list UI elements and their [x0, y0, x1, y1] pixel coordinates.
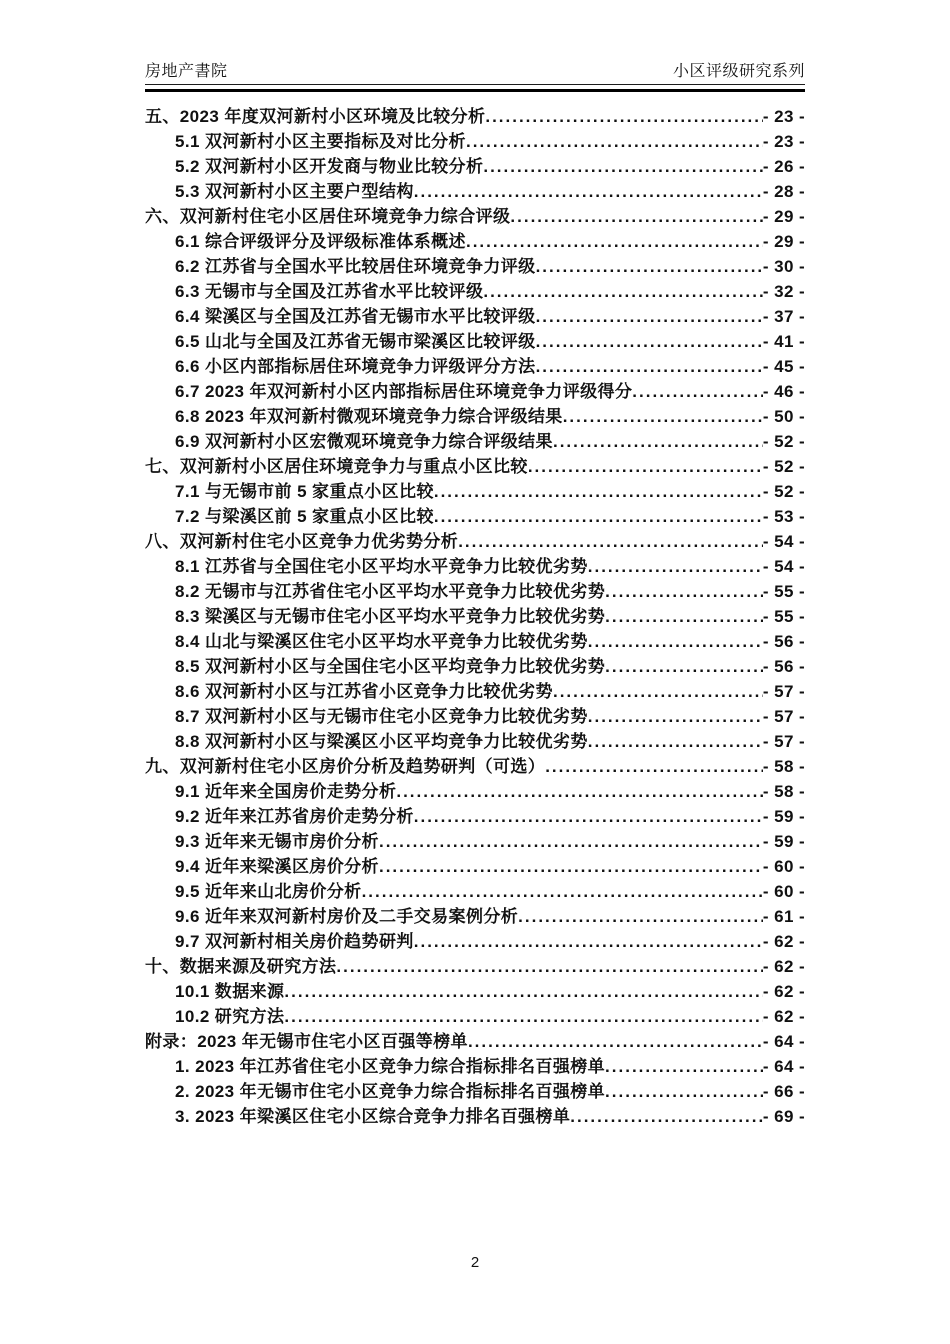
dot-leader — [605, 579, 763, 604]
toc-entry-label: 2. 2023 年无锡市住宅小区竞争力综合指标排名百强榜单 — [175, 1082, 606, 1101]
toc-entry-page-number: - 32 - — [762, 282, 805, 301]
toc-entry — [145, 254, 805, 279]
toc-entry-label: 8.8 双河新村小区与梁溪区小区平均竞争力比较优劣势 — [175, 732, 588, 751]
toc-entry-label: 1. 2023 年江苏省住宅小区竞争力综合指标排名百强榜单 — [175, 1057, 606, 1076]
toc-entry-page-number: - 37 - — [762, 307, 805, 326]
dot-leader — [483, 279, 763, 304]
dot-leader — [414, 804, 763, 829]
dot-leader — [605, 1054, 763, 1079]
toc-entry — [145, 1029, 805, 1054]
toc-entry-page-number: - 61 - — [762, 907, 805, 926]
dot-leader — [379, 829, 763, 854]
toc-entry — [145, 554, 805, 579]
toc-entry-label: 8.1 江苏省与全国住宅小区平均水平竞争力比较优劣势 — [175, 557, 588, 576]
toc-entry — [145, 729, 805, 754]
toc-entry — [145, 229, 805, 254]
toc-entry-label: 6.5 山北与全国及江苏省无锡市梁溪区比较评级 — [175, 332, 536, 351]
toc-entry — [145, 204, 805, 229]
toc-entry-page-number: - 54 - — [762, 557, 805, 576]
toc-entry-page-number: - 59 - — [762, 807, 805, 826]
dot-leader — [510, 204, 763, 229]
toc-entry-page-number: - 59 - — [762, 832, 805, 851]
toc-entry-page-number: - 56 - — [762, 657, 805, 676]
toc-entry-label: 5.2 双河新村小区开发商与物业比较分析 — [175, 157, 484, 176]
dot-leader — [588, 729, 763, 754]
toc-entry-page-number: - 62 - — [762, 932, 805, 951]
toc-entry — [145, 104, 805, 129]
toc-entry-page-number: - 60 - — [762, 882, 805, 901]
toc-entry-label: 9.7 双河新村相关房价趋势研判 — [175, 932, 414, 951]
toc-entry-page-number: - 57 - — [762, 707, 805, 726]
toc-entry — [145, 1004, 805, 1029]
toc-entry-page-number: - 45 - — [762, 357, 805, 376]
toc-entry-label: 6.6 小区内部指标居住环境竞争力评级评分方法 — [175, 357, 536, 376]
toc-entry-page-number: - 55 - — [762, 607, 805, 626]
toc-entry-page-number: - 60 - — [762, 857, 805, 876]
dot-leader — [553, 429, 763, 454]
toc-entry-page-number: - 55 - — [762, 582, 805, 601]
toc-entry-page-number: - 64 - — [762, 1032, 805, 1051]
dot-leader — [483, 154, 763, 179]
toc-entry-page-number: - 50 - — [762, 407, 805, 426]
dot-leader — [588, 554, 763, 579]
toc-entry-label: 五、2023 年度双河新村小区环境及比较分析 — [145, 107, 486, 126]
toc-entry-label: 5.1 双河新村小区主要指标及对比分析 — [175, 132, 466, 151]
dot-leader — [536, 329, 763, 354]
dot-leader — [536, 254, 763, 279]
toc-entry-page-number: - 56 - — [762, 632, 805, 651]
toc-entry-page-number: - 52 - — [762, 457, 805, 476]
dot-leader — [434, 479, 763, 504]
toc-entry-label: 6.4 梁溪区与全国及江苏省无锡市水平比较评级 — [175, 307, 536, 326]
toc-entry — [145, 929, 805, 954]
dot-leader — [553, 679, 763, 704]
dot-leader — [485, 104, 763, 129]
dot-leader — [605, 654, 763, 679]
toc-entry-label: 7.2 与梁溪区前 5 家重点小区比较 — [175, 507, 434, 526]
toc-entry — [145, 1054, 805, 1079]
toc-entry-label: 7.1 与无锡市前 5 家重点小区比较 — [175, 482, 434, 501]
toc-entry — [145, 1079, 805, 1104]
toc-entry — [145, 429, 805, 454]
toc-entry-label: 8.2 无锡市与江苏省住宅小区平均水平竞争力比较优劣势 — [175, 582, 606, 601]
toc-entry-label: 8.7 双河新村小区与无锡市住宅小区竞争力比较优劣势 — [175, 707, 588, 726]
toc-entry-label: 十、数据来源及研究方法 — [145, 957, 337, 976]
toc-entry-page-number: - 53 - — [762, 507, 805, 526]
toc-entry-page-number: - 52 - — [762, 432, 805, 451]
toc-entry — [145, 879, 805, 904]
toc-entry-label: 八、双河新村住宅小区竞争力优劣势分析 — [145, 532, 459, 551]
dot-leader — [466, 229, 763, 254]
toc-entry-label: 9.4 近年来梁溪区房价分析 — [175, 857, 379, 876]
toc-entry-label: 8.6 双河新村小区与江苏省小区竞争力比较优劣势 — [175, 682, 553, 701]
dot-leader — [563, 404, 763, 429]
toc-entry-label: 5.3 双河新村小区主要户型结构 — [175, 182, 414, 201]
toc-entry-label: 六、双河新村住宅小区居住环境竞争力综合评级 — [145, 207, 511, 226]
toc-entry-label: 8.5 双河新村小区与全国住宅小区平均竞争力比较优劣势 — [175, 657, 606, 676]
dot-leader — [336, 954, 763, 979]
toc-entry — [145, 279, 805, 304]
toc-entry — [145, 129, 805, 154]
toc-entry-page-number: - 66 - — [762, 1082, 805, 1101]
toc-entry — [145, 329, 805, 354]
dot-leader — [528, 454, 763, 479]
toc-entry-label: 6.9 双河新村小区宏微观环境竞争力综合评级结果 — [175, 432, 553, 451]
toc-entry-page-number: - 23 - — [762, 132, 805, 151]
dot-leader — [362, 879, 763, 904]
toc-entry — [145, 354, 805, 379]
toc-entry — [145, 479, 805, 504]
toc-entry — [145, 579, 805, 604]
dot-leader — [458, 529, 763, 554]
dot-leader — [545, 754, 763, 779]
toc-entry — [145, 829, 805, 854]
dot-leader — [632, 379, 763, 404]
toc-entry-page-number: - 62 - — [762, 982, 805, 1001]
toc-entry — [145, 629, 805, 654]
toc-entry — [145, 979, 805, 1004]
toc-entry-page-number: - 58 - — [762, 782, 805, 801]
toc-entry-label: 8.3 梁溪区与无锡市住宅小区平均水平竞争力比较优劣势 — [175, 607, 606, 626]
toc-entry-label: 10.1 数据来源 — [175, 982, 285, 1001]
toc-entry-page-number: - 52 - — [762, 482, 805, 501]
toc-entry-page-number: - 41 - — [762, 332, 805, 351]
toc-entry-label: 6.2 江苏省与全国水平比较居住环境竞争力评级 — [175, 257, 536, 276]
toc-entry — [145, 679, 805, 704]
toc-entry — [145, 654, 805, 679]
toc-entry-label: 9.2 近年来江苏省房价走势分析 — [175, 807, 414, 826]
toc-entry — [145, 1104, 805, 1129]
toc-entry-label: 6.3 无锡市与全国及江苏省水平比较评级 — [175, 282, 484, 301]
toc-entry — [145, 404, 805, 429]
toc-entry — [145, 854, 805, 879]
dot-leader — [536, 354, 763, 379]
toc-entry-page-number: - 57 - — [762, 682, 805, 701]
toc-entry — [145, 529, 805, 554]
header-right-title: 小区评级研究系列 — [672, 63, 805, 80]
toc-entry-page-number: - 62 - — [762, 957, 805, 976]
dot-leader — [379, 854, 763, 879]
toc-entry — [145, 504, 805, 529]
dot-leader — [468, 1029, 763, 1054]
dot-leader — [284, 979, 763, 1004]
toc-entry — [145, 604, 805, 629]
dot-leader — [605, 604, 763, 629]
dot-leader — [414, 179, 763, 204]
toc-entry-page-number: - 64 - — [762, 1057, 805, 1076]
dot-leader — [396, 779, 763, 804]
toc-entry — [145, 779, 805, 804]
dot-leader — [518, 904, 763, 929]
toc-entry — [145, 179, 805, 204]
toc-entry-page-number: - 69 - — [762, 1107, 805, 1126]
header-thick-rule — [145, 89, 805, 92]
dot-leader — [588, 629, 763, 654]
toc-entry-label: 10.2 研究方法 — [175, 1007, 285, 1026]
toc-entry — [145, 954, 805, 979]
toc-entry-label: 附录：2023 年无锡市住宅小区百强等榜单 — [145, 1032, 468, 1051]
toc-entry-label: 6.1 综合评级评分及评级标准体系概述 — [175, 232, 466, 251]
toc-entry-label: 9.3 近年来无锡市房价分析 — [175, 832, 379, 851]
toc-entry-label: 9.6 近年来双河新村房价及二手交易案例分析 — [175, 907, 519, 926]
page-header — [145, 58, 805, 92]
toc-entry-page-number: - 28 - — [762, 182, 805, 201]
dot-leader — [570, 1104, 763, 1129]
toc-entry-page-number: - 57 - — [762, 732, 805, 751]
toc-entry-label: 6.8 2023 年双河新村微观环境竞争力综合评级结果 — [175, 407, 563, 426]
toc-entry-label: 九、双河新村住宅小区房价分析及趋势研判（可选） — [145, 757, 546, 776]
toc-entry — [145, 754, 805, 779]
toc-entry-page-number: - 23 - — [762, 107, 805, 126]
toc-entry-page-number: - 26 - — [762, 157, 805, 176]
toc-entry — [145, 154, 805, 179]
toc-entry — [145, 804, 805, 829]
toc-entry — [145, 379, 805, 404]
toc-entry-page-number: - 62 - — [762, 1007, 805, 1026]
dot-leader — [605, 1079, 763, 1104]
toc-entry-page-number: - 58 - — [762, 757, 805, 776]
toc-entry-label: 3. 2023 年梁溪区住宅小区综合竞争力排名百强榜单 — [175, 1107, 571, 1126]
toc-entry-label: 七、双河新村小区居住环境竞争力与重点小区比较 — [145, 457, 528, 476]
toc-entry-page-number: - 46 - — [762, 382, 805, 401]
toc-entry-page-number: - 29 - — [762, 232, 805, 251]
toc-entry-label: 9.1 近年来全国房价走势分析 — [175, 782, 397, 801]
toc-entry-label: 9.5 近年来山北房价分析 — [175, 882, 362, 901]
toc-entry-page-number: - 54 - — [762, 532, 805, 551]
dot-leader — [414, 929, 763, 954]
toc-entry-page-number: - 30 - — [762, 257, 805, 276]
toc-entry — [145, 454, 805, 479]
table-of-contents — [145, 104, 805, 1129]
dot-leader — [284, 1004, 763, 1029]
dot-leader — [466, 129, 763, 154]
dot-leader — [588, 704, 763, 729]
header-left-title: 房地产書院 — [145, 63, 228, 80]
toc-entry — [145, 704, 805, 729]
dot-leader — [536, 304, 763, 329]
toc-entry-label: 6.7 2023 年双河新村小区内部指标居住环境竞争力评级得分 — [175, 382, 633, 401]
toc-entry — [145, 304, 805, 329]
dot-leader — [434, 504, 763, 529]
toc-entry-page-number: - 29 - — [762, 207, 805, 226]
toc-entry — [145, 904, 805, 929]
page-number-footer: 2 — [470, 1254, 480, 1271]
toc-entry-label: 8.4 山北与梁溪区住宅小区平均水平竞争力比较优劣势 — [175, 632, 588, 651]
